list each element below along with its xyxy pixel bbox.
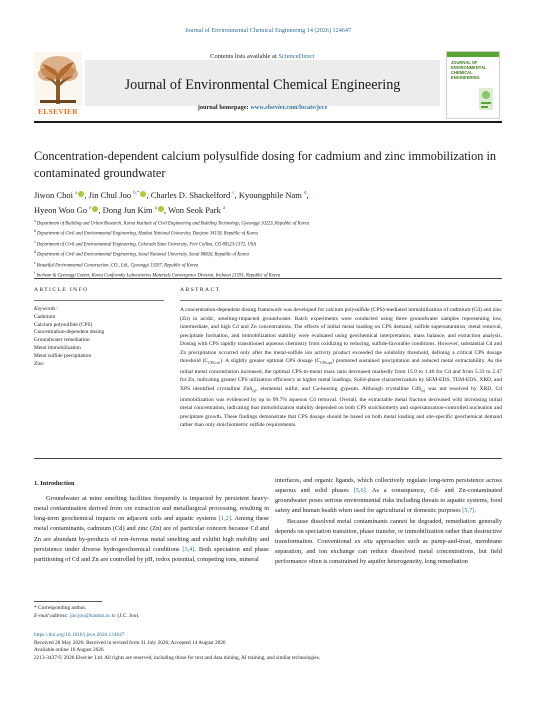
- email-line: [34, 613, 269, 621]
- orcid-icon[interactable]: [158, 206, 164, 212]
- author-affil-mark[interactable]: a: [75, 191, 78, 196]
- abstract-rule: [180, 300, 502, 301]
- author-affil-mark[interactable]: b,*: [133, 191, 140, 196]
- affiliation-item: [34, 249, 502, 259]
- keyword-item: Groundwater remediation: [34, 337, 90, 344]
- body-text-italic: ex situ: [354, 537, 373, 545]
- article-metadata: [34, 632, 502, 662]
- body-paragraph: [275, 476, 502, 517]
- abstract-subscript: (s): [252, 389, 257, 394]
- author-affil-mark[interactable]: c: [232, 191, 235, 196]
- cover-title: JOURNAL OF ENVIRONMENTAL CHEMICAL ENGINEERING: [451, 60, 487, 80]
- author-affil-mark[interactable]: d: [304, 191, 307, 196]
- author-line-2: Hyeon Woo Go $^e$ , Dong Jun Kim $^a$ , Won Seok Park $^a$: [34, 204, 226, 215]
- abstract-subscript: CPS,crit: [208, 361, 221, 366]
- keywords-block: [34, 306, 164, 368]
- author-name[interactable]: Won Seok Park: [168, 204, 221, 215]
- journal-title: Journal of Environmental Chemical Engineering: [124, 77, 401, 93]
- header-divider: [34, 278, 502, 279]
- contents-prefix: Contents lists available at: [210, 53, 279, 60]
- footnote: [34, 605, 269, 620]
- elsevier-wordmark: ELSEVIER: [37, 107, 78, 116]
- article-title: Concentration-dependent calcium polysulfide dosing for cadmium and zinc immobilization in contaminated groundwater: [34, 149, 497, 180]
- body-text: .: [474, 507, 477, 515]
- affiliation-text: Department of Building and Urban Research, Korea Institute of Civil Engineering and Building Technology, Gyeonggi 10223, Republic of Korea: [36, 221, 310, 227]
- body-text: Because dissolved metal contaminants cannot be degraded, remediation generally depends on speciation transition, phase transfer, or immobilization rather than destructive transformation. Conventional: [275, 517, 502, 545]
- author-name[interactable]: Kyoungphile Nam: [238, 189, 302, 200]
- affiliation-item: [34, 260, 502, 270]
- affiliation-text: Beautiful Environmental Construction, CO., Ltd., Gyeonggi 13207, Republic of Korea: [36, 263, 199, 269]
- author-line-1: Jiwon Choi $^a$ , Jin Chul Joo $^{b,*}$ , Charles D. Shackelford $^c$, Kyoungphile Nam $^d$,: [34, 189, 309, 200]
- running-head[interactable]: Journal of Environmental Chemical Engineering 14 (2026) 124647: [184, 27, 352, 34]
- abstract-divider: [34, 458, 502, 459]
- affiliation-mark: c: [34, 239, 36, 244]
- keyword-item: Zinc: [34, 360, 44, 367]
- body-text: Groundwater at mine smelting facilities frequently is impacted by persistent heavy-metal contamination derived from ore extraction and metallurgical processing, resulting in long-term geochemical impacts on adjacent soils and aquatic systems: [34, 495, 269, 523]
- affiliation-text: Department of Civil and Environmental Engineering, Hanbat National University, Daejeon 34158, Republic of Korea: [36, 232, 258, 238]
- homepage-prefix: journal homepage:: [197, 104, 251, 111]
- affiliation-mark: d: [34, 250, 36, 255]
- journal-homepage: [85, 104, 440, 111]
- keyword-item: Metal immobilization: [34, 344, 81, 351]
- body-paragraph: [275, 517, 502, 568]
- received-dates: Received 28 May 2026; Received in revised form 31 July 2026; Accepted 14 August 2026: [34, 639, 226, 646]
- body-left-column: [34, 494, 269, 565]
- orcid-icon[interactable]: [78, 191, 84, 197]
- affiliation-mark: e: [34, 260, 36, 265]
- homepage-link[interactable]: www.elsevier.com/locate/jece: [250, 104, 328, 111]
- copyright-line: 2213-3437/© 2026 Elsevier Ltd. All rights are reserved, including those for text and data mining, AI training, and similar technologies.: [34, 654, 321, 661]
- keyword-item: Cadmium: [34, 313, 56, 320]
- email-label: E-mail address:: [34, 612, 70, 619]
- footnote-rule: [34, 601, 102, 602]
- doi-link[interactable]: https://doi.org/10.1016/j.jece.2026.124647: [34, 632, 125, 638]
- citation-link[interactable]: [5,7]: [462, 507, 475, 515]
- author-affil-mark[interactable]: a: [222, 205, 226, 211]
- affiliation-mark: b: [34, 229, 36, 234]
- introduction-heading: 1. Introduction: [34, 480, 75, 487]
- abstract-segment: , elemental sulfur, and Ca-bearing gypsum. Although crystalline CdS: [256, 386, 422, 393]
- citation-link[interactable]: [3,4]: [182, 545, 195, 553]
- author-affil-mark[interactable]: a: [154, 205, 158, 211]
- email-link[interactable]: jincjoo@hanbat.ac.kr: [69, 612, 117, 619]
- abstract-subscript: CPS,opt: [320, 361, 333, 366]
- cover-graphic-icon: [477, 86, 495, 112]
- orcid-icon[interactable]: [140, 191, 146, 197]
- abstract-heading: ABSTRACT: [180, 287, 221, 293]
- abstract-segment: ) promoted sustained precipitation and reduced metal extractability. As the initial metal concentration increased, the optimal CPS-to-metal mass ratio decreased markedly from 15.9 to 1.46 for Cd and from 5.33 to 2.47 for Zn, indicating greater CPS utilization efficiency at higher metal loadings. Solid-phase characterization by SEM-EDS, TEM-EDS, XRD, and XPS identified crystalline ZnS: [180, 358, 502, 393]
- affiliation-item: [34, 218, 502, 228]
- author-name[interactable]: Dong Jun Kim: [102, 204, 153, 215]
- keyword-item: Calcium polysulfide (CPS): [34, 321, 93, 328]
- keyword-item: Metal sulfide precipitation: [34, 352, 92, 359]
- affiliation-text: Department of Civil and Environmental Engineering, Colorado State University, Fort Collins, CO 80523-1372, USA: [36, 242, 256, 248]
- affiliations: [34, 218, 502, 281]
- body-text: interfaces, and organic ligands, which collectively regulate long-term persistence across aqueous and solid phases: [275, 477, 502, 495]
- author-name[interactable]: Jiwon Choi: [34, 189, 73, 200]
- keywords-title: Keywords:: [34, 306, 58, 312]
- author-name[interactable]: Hyeon Woo Go: [34, 204, 87, 215]
- masthead-rule: [34, 121, 502, 123]
- affiliation-mark: a: [34, 219, 36, 223]
- tree-icon: [34, 52, 82, 106]
- affiliation-item: [34, 239, 502, 249]
- affiliation-mark: f: [34, 271, 36, 276]
- abstract-subscript: (s): [421, 389, 426, 394]
- abstract-segment: was not resolved by XRD, Cd immobilization was evidenced by up to 99.7% aqueous Cd removal. Overall, the extractable metal fraction decreased with increasing initial metal concentration, indicating that immobilization stability depended on both CPS stoichiometry and supersaturation-controlled nucleation and precipitate growth. These findings demonstrate that CPS dosage should be based on both metal loading and site-specific geochemical demand rather than only stoichiometric sulfide requirements.: [180, 386, 502, 429]
- keyword-item: Concentration-dependent dosing: [34, 329, 105, 336]
- citation-link[interactable]: [5,6]: [353, 487, 366, 495]
- citation-link[interactable]: [1,2]: [218, 515, 231, 523]
- contents-line: [85, 53, 440, 60]
- available-online: Available online 16 August 2026: [34, 647, 104, 654]
- journal-cover-thumbnail[interactable]: [446, 51, 500, 119]
- sciencedirect-link[interactable]: ScienceDirect: [278, 53, 315, 60]
- abstract-segment: ). A slightly greater optimal CPS dosage (C: [220, 358, 321, 365]
- author-affil-mark[interactable]: e: [89, 205, 92, 211]
- affiliation-item: [34, 270, 502, 280]
- body-text: . As a consequence, Cd- and Zn-contaminated groundwater poses serious environmental risks including threats to aquatic systems, food safety and human health when used for agricultural or domestic purposes: [275, 487, 503, 515]
- body-text: approaches such as pump-and-treat, membrane separation, and ion exchange can reduce dissolved metal concentrations, but field performance often is constrained by aquifer heterogeneity, long remediation: [275, 537, 502, 566]
- article-info-rule: [34, 300, 164, 301]
- orcid-icon[interactable]: [92, 206, 98, 212]
- author-list: [34, 187, 502, 217]
- email-suffix: (J.C. Joo).: [116, 612, 140, 619]
- abstract-text: [180, 306, 502, 430]
- affiliation-text: Department of Civil and Environmental Engineering, Seoul National University, Seoul 08826, Republic of Korea: [36, 252, 249, 258]
- corresponding-author-note: * Corresponding author.: [34, 605, 87, 611]
- body-text: . Both speciation and phase partitioning of Cd and Zn are controlled by pH, redox potential, competing ions, mineral: [34, 545, 269, 563]
- abstract-segment: A concentration-dependent dosing framework was developed for calcium polysulfide (CPS)-mediated immobilization of cadmium (Cd) and zinc (Zn) in acidic, smelting-impacted groundwater. Batch experiments were conducted using three groundwater samples representing low, intermediate, and high Cd and Zn concentrations. The effects of initial metal loading on CPS demand, sulfide supersaturation, metal removal, precipitate formation, and immobilization stability were evaluated using geochemical interpretation, mass balance, and extraction analysis. Dosing with CPS rapidly transitioned aqueous chemistry from oxidizing to reducing, sulfide-favorable conditions. However, substantial Cd and Zn precipitation occurred only after the metal-sulfide ion activity product exceeded the solubility threshold, defining a critical CPS dosage threshold (C: [180, 307, 502, 365]
- body-text: . Among these metal contaminants, cadmium (Cd) and zinc (Zn) are of particular concern because Cd and Zn are abundant by-products of non-ferrous metal smelting and exhibit high mobility and persistence under diverse hydrogeochemical conditions: [34, 515, 269, 553]
- affiliation-item: [34, 228, 502, 238]
- affiliation-text: Incheon & Gyeonggi Center, Korea Conformity Laboratories Materials Convergence Division, Incheon 21591, Republic of Korea: [36, 273, 281, 279]
- author-name[interactable]: Jin Chul Joo: [88, 189, 132, 200]
- body-right-column: [275, 476, 502, 567]
- article-info-heading: ARTICLE INFO: [34, 287, 89, 293]
- cover-band: [447, 52, 499, 57]
- author-name[interactable]: Charles D. Shackelford: [150, 189, 231, 200]
